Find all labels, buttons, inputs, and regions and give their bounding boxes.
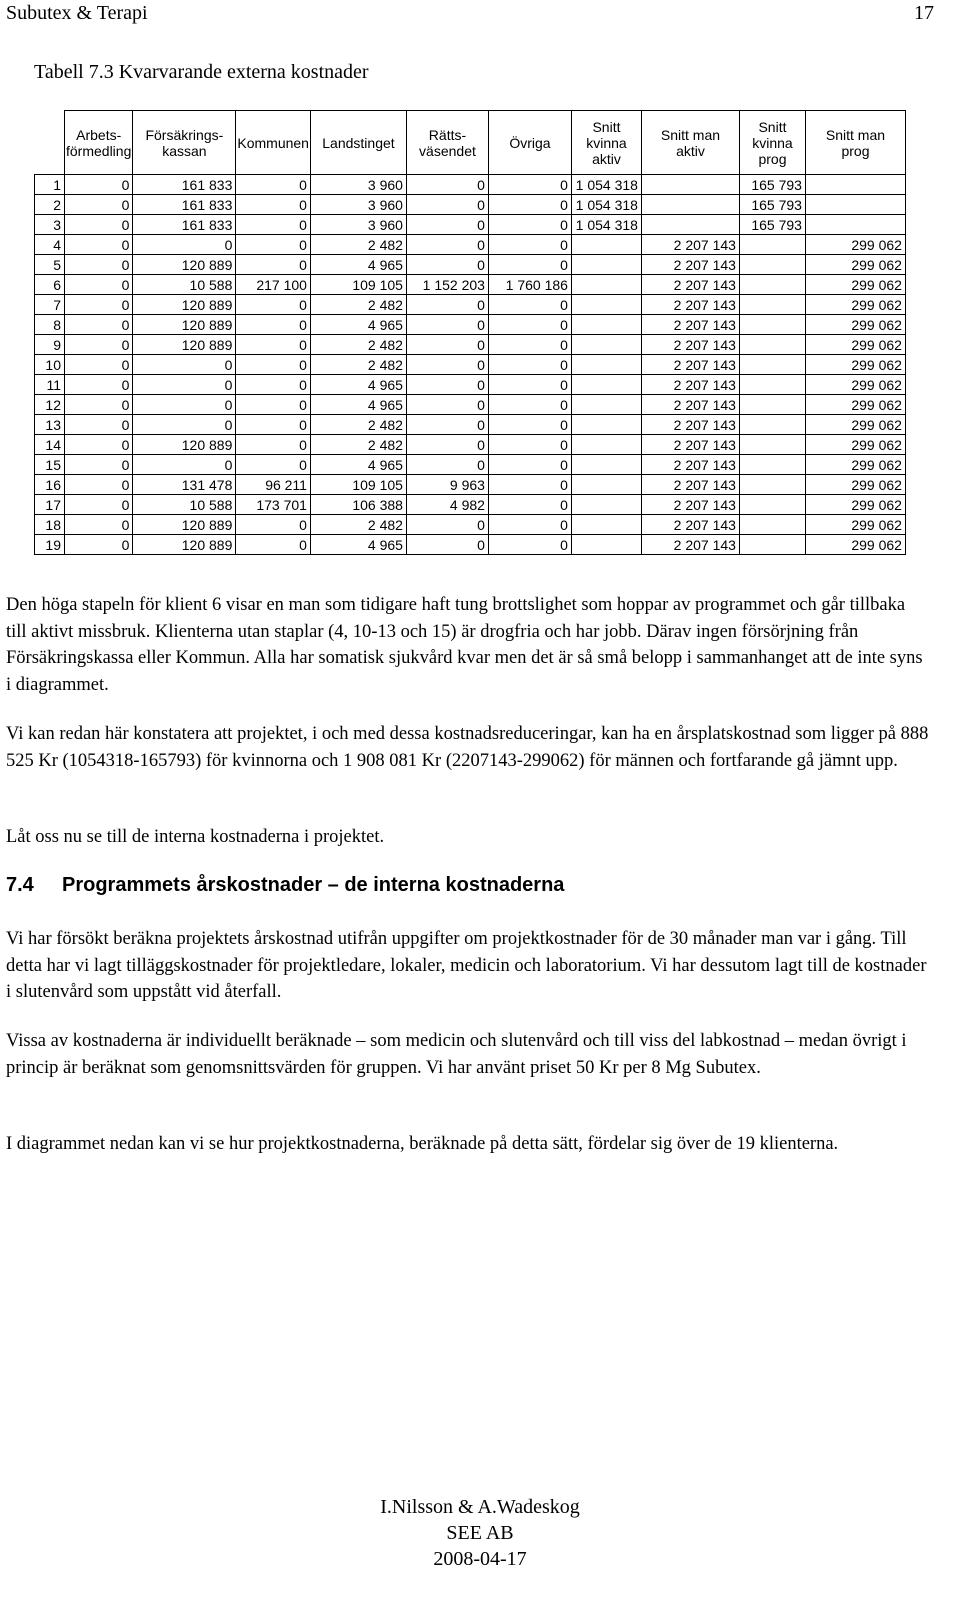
table-cell: 0 <box>488 315 571 335</box>
table-cell: 0 <box>488 535 571 555</box>
column-header-line: aktiv <box>676 142 705 159</box>
table-cell: 4 965 <box>310 455 406 475</box>
page-header <box>6 0 934 30</box>
section-title: Programmets årskostnader – de interna kostnaderna <box>62 874 565 896</box>
table-cell: 0 <box>133 235 236 255</box>
table-cell: 2 207 143 <box>641 515 739 535</box>
table-cell: 0 <box>488 415 571 435</box>
table-cell: 0 <box>488 335 571 355</box>
table-cell: 2 207 143 <box>641 395 739 415</box>
table-cell: 2 207 143 <box>641 435 739 455</box>
table-cell <box>739 315 805 335</box>
client-number-cell: 11 <box>35 375 65 395</box>
client-number-cell: 3 <box>35 215 65 235</box>
table-cell: 120 889 <box>133 335 236 355</box>
table-body <box>35 175 906 555</box>
table-cell: 2 207 143 <box>641 495 739 515</box>
table-cell: 0 <box>236 315 311 335</box>
table-cell: 96 211 <box>236 475 311 495</box>
table-cell: 109 105 <box>310 275 406 295</box>
table-cell: 0 <box>65 455 133 475</box>
table-cell <box>571 335 641 355</box>
table-cell <box>739 395 805 415</box>
table-cell: 0 <box>65 395 133 415</box>
client-number-cell: 6 <box>35 275 65 295</box>
table-cell <box>641 195 739 215</box>
table-cell: 2 482 <box>310 295 406 315</box>
table-cell <box>739 495 805 515</box>
table-cell <box>571 475 641 495</box>
table-row <box>35 395 906 415</box>
table-cell: 2 207 143 <box>641 535 739 555</box>
column-header-line: aktiv <box>592 150 621 167</box>
table-cell: 165 793 <box>739 175 805 195</box>
column-header <box>805 111 905 175</box>
table-row <box>35 255 906 275</box>
column-header <box>35 111 65 175</box>
table-cell: 0 <box>488 215 571 235</box>
table-row <box>35 375 906 395</box>
table-cell: 0 <box>236 535 311 555</box>
table-cell: 3 960 <box>310 175 406 195</box>
table-cell: 2 207 143 <box>641 475 739 495</box>
table-row <box>35 495 906 515</box>
column-header-line: Snitt man <box>825 126 886 143</box>
table-cell: 1 760 186 <box>488 275 571 295</box>
table-cell: 109 105 <box>310 475 406 495</box>
table-cell: 4 965 <box>310 535 406 555</box>
paragraph-block-1 <box>6 592 930 698</box>
table-cell <box>739 415 805 435</box>
table-cell: 0 <box>406 535 488 555</box>
table-cell <box>641 215 739 235</box>
table-cell: 0 <box>65 515 133 535</box>
table-cell: 0 <box>65 255 133 275</box>
table-cell: 2 207 143 <box>641 315 739 335</box>
table-cell: 2 207 143 <box>641 275 739 295</box>
table-row <box>35 295 906 315</box>
table-cell <box>739 515 805 535</box>
client-number-cell: 7 <box>35 295 65 315</box>
table-cell: 0 <box>65 415 133 435</box>
page-footer <box>0 1494 960 1572</box>
section-number: 7.4 <box>6 874 34 896</box>
table-cell: 2 482 <box>310 515 406 535</box>
table-row <box>35 175 906 195</box>
table-cell: 0 <box>488 355 571 375</box>
client-number-cell: 18 <box>35 515 65 535</box>
table-cell: 0 <box>65 335 133 355</box>
table-cell: 3 960 <box>310 195 406 215</box>
table-cell: 2 207 143 <box>641 255 739 275</box>
table-cell: 0 <box>65 475 133 495</box>
table-cell: 0 <box>406 435 488 455</box>
table-cell: 299 062 <box>805 235 905 255</box>
table-cell: 0 <box>406 195 488 215</box>
table-cell: 0 <box>488 255 571 275</box>
table-cell: 0 <box>236 335 311 355</box>
column-header <box>133 111 236 175</box>
table-cell <box>571 395 641 415</box>
table-cell: 0 <box>406 355 488 375</box>
table-cell <box>805 195 905 215</box>
table-cell <box>571 455 641 475</box>
table-cell: 0 <box>406 395 488 415</box>
table-cell: 4 965 <box>310 315 406 335</box>
table-cell: 299 062 <box>805 415 905 435</box>
table-cell: 299 062 <box>805 515 905 535</box>
table-cell: 0 <box>236 215 311 235</box>
table-cell: 0 <box>236 295 311 315</box>
table-cell: 299 062 <box>805 455 905 475</box>
table-cell: 0 <box>406 175 488 195</box>
table-cell: 299 062 <box>805 395 905 415</box>
table-cell <box>739 535 805 555</box>
table-cell: 0 <box>406 215 488 235</box>
column-header <box>641 111 739 175</box>
client-number-cell: 1 <box>35 175 65 195</box>
table-cell: 106 388 <box>310 495 406 515</box>
client-number-cell: 9 <box>35 335 65 355</box>
table-cell <box>571 375 641 395</box>
table-cell: 0 <box>488 515 571 535</box>
table-cell: 299 062 <box>805 255 905 275</box>
table-cell: 0 <box>488 495 571 515</box>
table-cell <box>571 255 641 275</box>
client-number-cell: 14 <box>35 435 65 455</box>
table-cell: 0 <box>236 375 311 395</box>
table-cell: 0 <box>488 395 571 415</box>
table-cell: 0 <box>406 295 488 315</box>
table-row <box>35 415 906 435</box>
table-cell: 2 482 <box>310 355 406 375</box>
column-header-line: förmedling <box>66 142 132 159</box>
table-cell: 0 <box>488 235 571 255</box>
table-row <box>35 475 906 495</box>
table-row <box>35 535 906 555</box>
table-cell: 0 <box>65 375 133 395</box>
paragraph: Vissa av kostnaderna är individuellt beräknade – som medicin och slutenvård och till viss del labkostnad – medan övrigt i princip är beräknat som genomsnittsvärden för gruppen. Vi har använt priset 50 Kr per 8 Mg Subutex. <box>6 1031 907 1078</box>
footer-company: SEE AB <box>446 1522 514 1544</box>
table-cell: 0 <box>236 435 311 455</box>
paragraph: I diagrammet nedan kan vi se hur projektkostnaderna, beräknade på detta sätt, fördelar sig över de 19 klienterna. <box>6 1134 839 1154</box>
client-number-cell: 15 <box>35 455 65 475</box>
table-cell: 0 <box>236 175 311 195</box>
table-cell: 2 207 143 <box>641 335 739 355</box>
paragraph: Vi har försökt beräkna projektets årskostnad utifrån uppgifter om projektkostnader för de 30 månader man var i gång. Till detta har vi lagt tilläggskostnader för projektledare, lokaler, medicin och laboratorium. Vi har dessutom lagt till de kostnader i slutenvård som uppstått vid återfall. <box>6 929 927 1002</box>
table-cell: 161 833 <box>133 175 236 195</box>
table-cell <box>739 435 805 455</box>
column-header-line: Övriga <box>509 134 551 151</box>
table-cell: 4 965 <box>310 255 406 275</box>
client-number-cell: 12 <box>35 395 65 415</box>
table-cell: 0 <box>133 455 236 475</box>
table-cell: 0 <box>488 455 571 475</box>
table-cell <box>739 475 805 495</box>
column-header-line: kvinna <box>586 134 627 151</box>
table-cell: 3 960 <box>310 215 406 235</box>
table-cell: 4 982 <box>406 495 488 515</box>
table-cell: 120 889 <box>133 535 236 555</box>
column-header <box>310 111 406 175</box>
table-cell <box>739 355 805 375</box>
table-cell: 0 <box>236 255 311 275</box>
table-cell: 0 <box>65 175 133 195</box>
table-cell: 0 <box>236 455 311 475</box>
table-cell: 2 482 <box>310 335 406 355</box>
table-cell: 10 588 <box>133 495 236 515</box>
document-title: Subutex & Terapi <box>6 2 148 24</box>
table-cell <box>571 435 641 455</box>
table-cell: 0 <box>236 515 311 535</box>
table-cell <box>641 175 739 195</box>
table-cell: 0 <box>65 355 133 375</box>
table-cell: 9 963 <box>406 475 488 495</box>
table-cell: 0 <box>65 295 133 315</box>
table-cell: 161 833 <box>133 215 236 235</box>
paragraph-block-2 <box>6 721 930 774</box>
paragraph-block-6 <box>6 1131 930 1158</box>
table-cell: 0 <box>236 235 311 255</box>
table-caption: Tabell 7.3 Kvarvarande externa kostnader <box>34 61 369 83</box>
table-cell <box>805 175 905 195</box>
external-costs-table <box>34 110 906 555</box>
paragraph-block-5 <box>6 1028 930 1081</box>
table-cell: 0 <box>406 455 488 475</box>
client-number-cell: 2 <box>35 195 65 215</box>
table-header <box>35 111 906 175</box>
client-number-cell: 13 <box>35 415 65 435</box>
table-cell: 299 062 <box>805 315 905 335</box>
table-cell: 0 <box>236 195 311 215</box>
column-header <box>236 111 311 175</box>
table-cell: 165 793 <box>739 195 805 215</box>
column-header-line: väsendet <box>419 142 476 159</box>
table-cell <box>571 295 641 315</box>
table-cell <box>739 255 805 275</box>
table-cell: 0 <box>236 395 311 415</box>
table-cell: 1 054 318 <box>571 195 641 215</box>
table-cell: 0 <box>133 415 236 435</box>
table-cell: 2 207 143 <box>641 415 739 435</box>
table-row <box>35 315 906 335</box>
column-header-line: Snitt <box>592 118 621 135</box>
page-number: 17 <box>914 2 934 24</box>
table-cell: 0 <box>65 235 133 255</box>
table-cell: 299 062 <box>805 535 905 555</box>
table-cell: 0 <box>65 315 133 335</box>
client-number-cell: 10 <box>35 355 65 375</box>
column-header <box>739 111 805 175</box>
footer-date: 2008-04-17 <box>433 1548 527 1570</box>
table-row <box>35 215 906 235</box>
column-header-line: kassan <box>162 142 207 159</box>
table-row <box>35 235 906 255</box>
table-cell <box>571 235 641 255</box>
table-cell <box>739 455 805 475</box>
table-row <box>35 455 906 475</box>
table-cell: 0 <box>488 295 571 315</box>
table-cell: 0 <box>488 195 571 215</box>
table-cell: 299 062 <box>805 435 905 455</box>
table-cell: 0 <box>65 495 133 515</box>
table-row <box>35 335 906 355</box>
table-cell: 0 <box>65 535 133 555</box>
column-header-line: Arbets- <box>76 126 122 143</box>
table-cell: 0 <box>406 515 488 535</box>
table-cell: 0 <box>406 415 488 435</box>
paragraph: Vi kan redan här konstatera att projektet, i och med dessa kostnadsreduceringar, kan ha en årsplatskostnad som ligger på 888 525 Kr (1054318-165793) för kvinnorna och 1 908 081 Kr (2207143-299062) för männen och fortfarande gå jämnt upp. <box>6 724 929 771</box>
column-header-line: prog <box>758 150 787 167</box>
paragraph: Låt oss nu se till de interna kostnaderna i projektet. <box>6 827 385 847</box>
table-cell: 2 482 <box>310 415 406 435</box>
table-cell: 120 889 <box>133 435 236 455</box>
table-cell: 2 207 143 <box>641 235 739 255</box>
table-cell: 299 062 <box>805 375 905 395</box>
table-cell: 0 <box>406 375 488 395</box>
table-cell: 0 <box>406 235 488 255</box>
table-cell <box>739 335 805 355</box>
table-cell: 0 <box>65 435 133 455</box>
column-header-line: Snitt man <box>660 126 721 143</box>
table-cell: 1 054 318 <box>571 215 641 235</box>
table-cell: 299 062 <box>805 475 905 495</box>
column-header <box>571 111 641 175</box>
table-cell: 0 <box>488 475 571 495</box>
footer-authors: I.Nilsson & A.Wadeskog <box>380 1496 580 1518</box>
column-header-line: Kommunen <box>237 134 309 151</box>
table-cell: 120 889 <box>133 295 236 315</box>
column-header-line: kvinna <box>752 134 793 151</box>
table-cell: 2 482 <box>310 235 406 255</box>
table-cell: 131 478 <box>133 475 236 495</box>
table-cell <box>571 515 641 535</box>
column-header-line: Snitt <box>758 118 787 135</box>
table-cell <box>571 535 641 555</box>
table-cell: 120 889 <box>133 515 236 535</box>
column-header-line: Rätts- <box>428 126 467 143</box>
table-cell: 173 701 <box>236 495 311 515</box>
table-cell: 1 152 203 <box>406 275 488 295</box>
table-cell <box>571 355 641 375</box>
table-cell: 2 207 143 <box>641 455 739 475</box>
table-cell <box>805 215 905 235</box>
table-row <box>35 195 906 215</box>
column-header <box>65 111 133 175</box>
column-header-line: Försäkrings- <box>145 126 224 143</box>
table-cell: 1 054 318 <box>571 175 641 195</box>
table-cell: 2 207 143 <box>641 375 739 395</box>
client-number-cell: 16 <box>35 475 65 495</box>
table-cell: 0 <box>488 435 571 455</box>
table-cell: 161 833 <box>133 195 236 215</box>
table-cell: 0 <box>236 355 311 375</box>
column-header-line: Landstinget <box>322 134 395 151</box>
table-cell <box>571 415 641 435</box>
table-cell <box>739 275 805 295</box>
client-number-cell: 8 <box>35 315 65 335</box>
client-number-cell: 5 <box>35 255 65 275</box>
client-number-cell: 17 <box>35 495 65 515</box>
paragraph: Den höga stapeln för klient 6 visar en man som tidigare haft tung brottslighet som hoppar av programmet och går tillbaka till aktivt missbruk. Klienterna utan staplar (4, 10-13 och 15) är drogfria och har jobb. Därav ingen försörjning från Försäkringskassa eller Kommun. Alla har somatisk sjukvård kvar men det är så små belopp i sammanhanget att de inte syns i diagrammet. <box>6 595 923 695</box>
header-row <box>35 111 906 175</box>
table-cell: 299 062 <box>805 275 905 295</box>
table-cell: 0 <box>488 175 571 195</box>
table-cell: 0 <box>133 355 236 375</box>
table-cell: 2 207 143 <box>641 355 739 375</box>
paragraph-block-3 <box>6 824 930 851</box>
table-cell: 299 062 <box>805 335 905 355</box>
client-number-cell: 4 <box>35 235 65 255</box>
section-heading <box>6 874 564 897</box>
table-cell: 2 207 143 <box>641 295 739 315</box>
table-cell: 165 793 <box>739 215 805 235</box>
table-cell: 217 100 <box>236 275 311 295</box>
table-cell: 0 <box>406 335 488 355</box>
table-cell: 10 588 <box>133 275 236 295</box>
table-cell: 0 <box>406 315 488 335</box>
table-cell <box>571 495 641 515</box>
client-number-cell: 19 <box>35 535 65 555</box>
table-cell: 0 <box>133 375 236 395</box>
table-cell: 299 062 <box>805 355 905 375</box>
table-cell: 0 <box>133 395 236 415</box>
table-cell <box>739 375 805 395</box>
table-cell <box>571 315 641 335</box>
table-cell: 120 889 <box>133 255 236 275</box>
column-header <box>406 111 488 175</box>
table-cell <box>571 275 641 295</box>
table-cell: 4 965 <box>310 375 406 395</box>
table-cell: 0 <box>65 195 133 215</box>
table-cell: 0 <box>65 275 133 295</box>
column-header <box>488 111 571 175</box>
table-row <box>35 515 906 535</box>
table-cell: 299 062 <box>805 295 905 315</box>
table-cell: 2 482 <box>310 435 406 455</box>
table-cell: 120 889 <box>133 315 236 335</box>
table-cell: 299 062 <box>805 495 905 515</box>
table-row <box>35 275 906 295</box>
paragraph-block-4 <box>6 926 930 1006</box>
column-header-line: prog <box>841 142 870 159</box>
table-row <box>35 355 906 375</box>
table-cell <box>739 235 805 255</box>
table-cell <box>739 295 805 315</box>
table-row <box>35 435 906 455</box>
table-cell: 0 <box>65 215 133 235</box>
table-cell: 0 <box>488 375 571 395</box>
table-cell: 0 <box>236 415 311 435</box>
table-cell: 0 <box>406 255 488 275</box>
table-cell: 4 965 <box>310 395 406 415</box>
